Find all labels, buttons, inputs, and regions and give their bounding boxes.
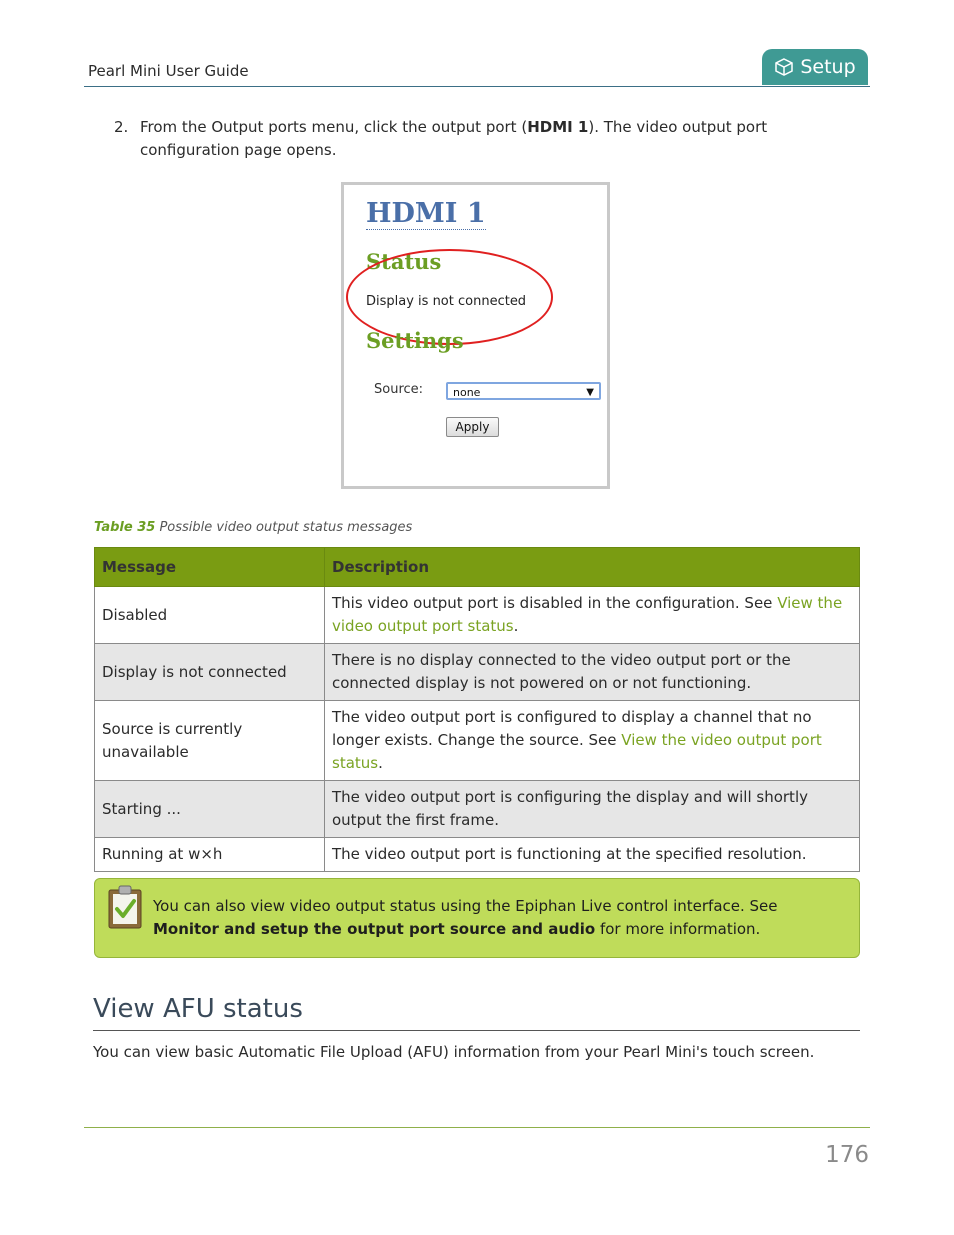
view-output-status-link[interactable]: View the video output port status [332,731,822,772]
table-row [95,644,860,701]
status-heading: Status [366,249,442,274]
caption-text: Possible video output status messages [159,520,413,535]
setup-tab-label: Setup [800,56,856,78]
step-text-start: From the Output ports menu, click the output port ( [140,118,528,136]
status-message: Display is not connected [366,294,527,309]
header-description: Description [325,548,860,587]
table-header-row [95,548,860,587]
note-text-start: You can also view video output status using the Epiphan Live control interface. See [153,897,778,915]
cube-icon [774,57,794,77]
note-text-end: for more information. [595,920,761,938]
dropdown-arrow-icon: ▼ [586,387,594,398]
section-heading: View AFU status [93,994,303,1024]
row-description-text: This video output port is disabled in the configuration. See [332,594,778,612]
caption-label: Table 35 [94,520,156,535]
table-row [95,587,860,644]
note-text [153,895,843,941]
step-bold-port: HDMI 1 [527,118,589,136]
row-description-end: . [513,617,519,635]
note-box [94,878,860,958]
row-message: Starting ... [95,781,325,838]
settings-heading: Settings [366,328,464,353]
source-select-value: none [453,386,481,399]
step-text-end: ). The video output port configuration page opens. [140,118,768,159]
row-description: The video output port is configuring the display and will shortly output the first frame. [325,781,860,838]
setup-tab[interactable] [762,49,868,85]
view-output-status-link[interactable]: View the video output port status [332,594,843,635]
table-row [95,701,860,781]
row-message: Disabled [95,587,325,644]
table-caption [94,520,412,535]
footer-divider [84,1127,870,1128]
apply-button[interactable]: Apply [446,417,499,437]
section-paragraph: You can view basic Automatic File Upload (AFU) information from your Pearl Mini's touch screen. [93,1043,815,1061]
row-description: The video output port is functioning at the specified resolution. [325,838,860,872]
row-description [325,701,860,781]
row-message: Source is currently unavailable [95,701,325,781]
clipboard-check-icon [107,885,143,933]
note-bold-link-text[interactable]: Monitor and setup the output port source and audio [153,920,596,938]
step-text [140,116,840,162]
section-divider [93,1030,860,1031]
row-description: There is no display connected to the video output port or the connected display is not powered on or not functioning. [325,644,860,701]
table-row [95,781,860,838]
row-description-end: . [378,754,383,772]
hdmi-config-screenshot [341,182,610,489]
source-label: Source: [374,382,424,397]
step-number: 2. [114,118,129,136]
page-number: 176 [825,1142,869,1168]
row-description [325,587,860,644]
row-message: Display is not connected [95,644,325,701]
port-title: HDMI 1 [366,198,486,229]
source-select[interactable] [446,382,601,400]
status-messages-table [94,547,860,872]
row-message: Running at w×h [95,838,325,872]
header-message: Message [95,548,325,587]
table-row [95,838,860,872]
document-title: Pearl Mini User Guide [88,62,249,80]
row-description-text: The video output port is configured to display a channel that no longer exists. Change the source. See [332,708,812,749]
header-divider [84,86,870,87]
